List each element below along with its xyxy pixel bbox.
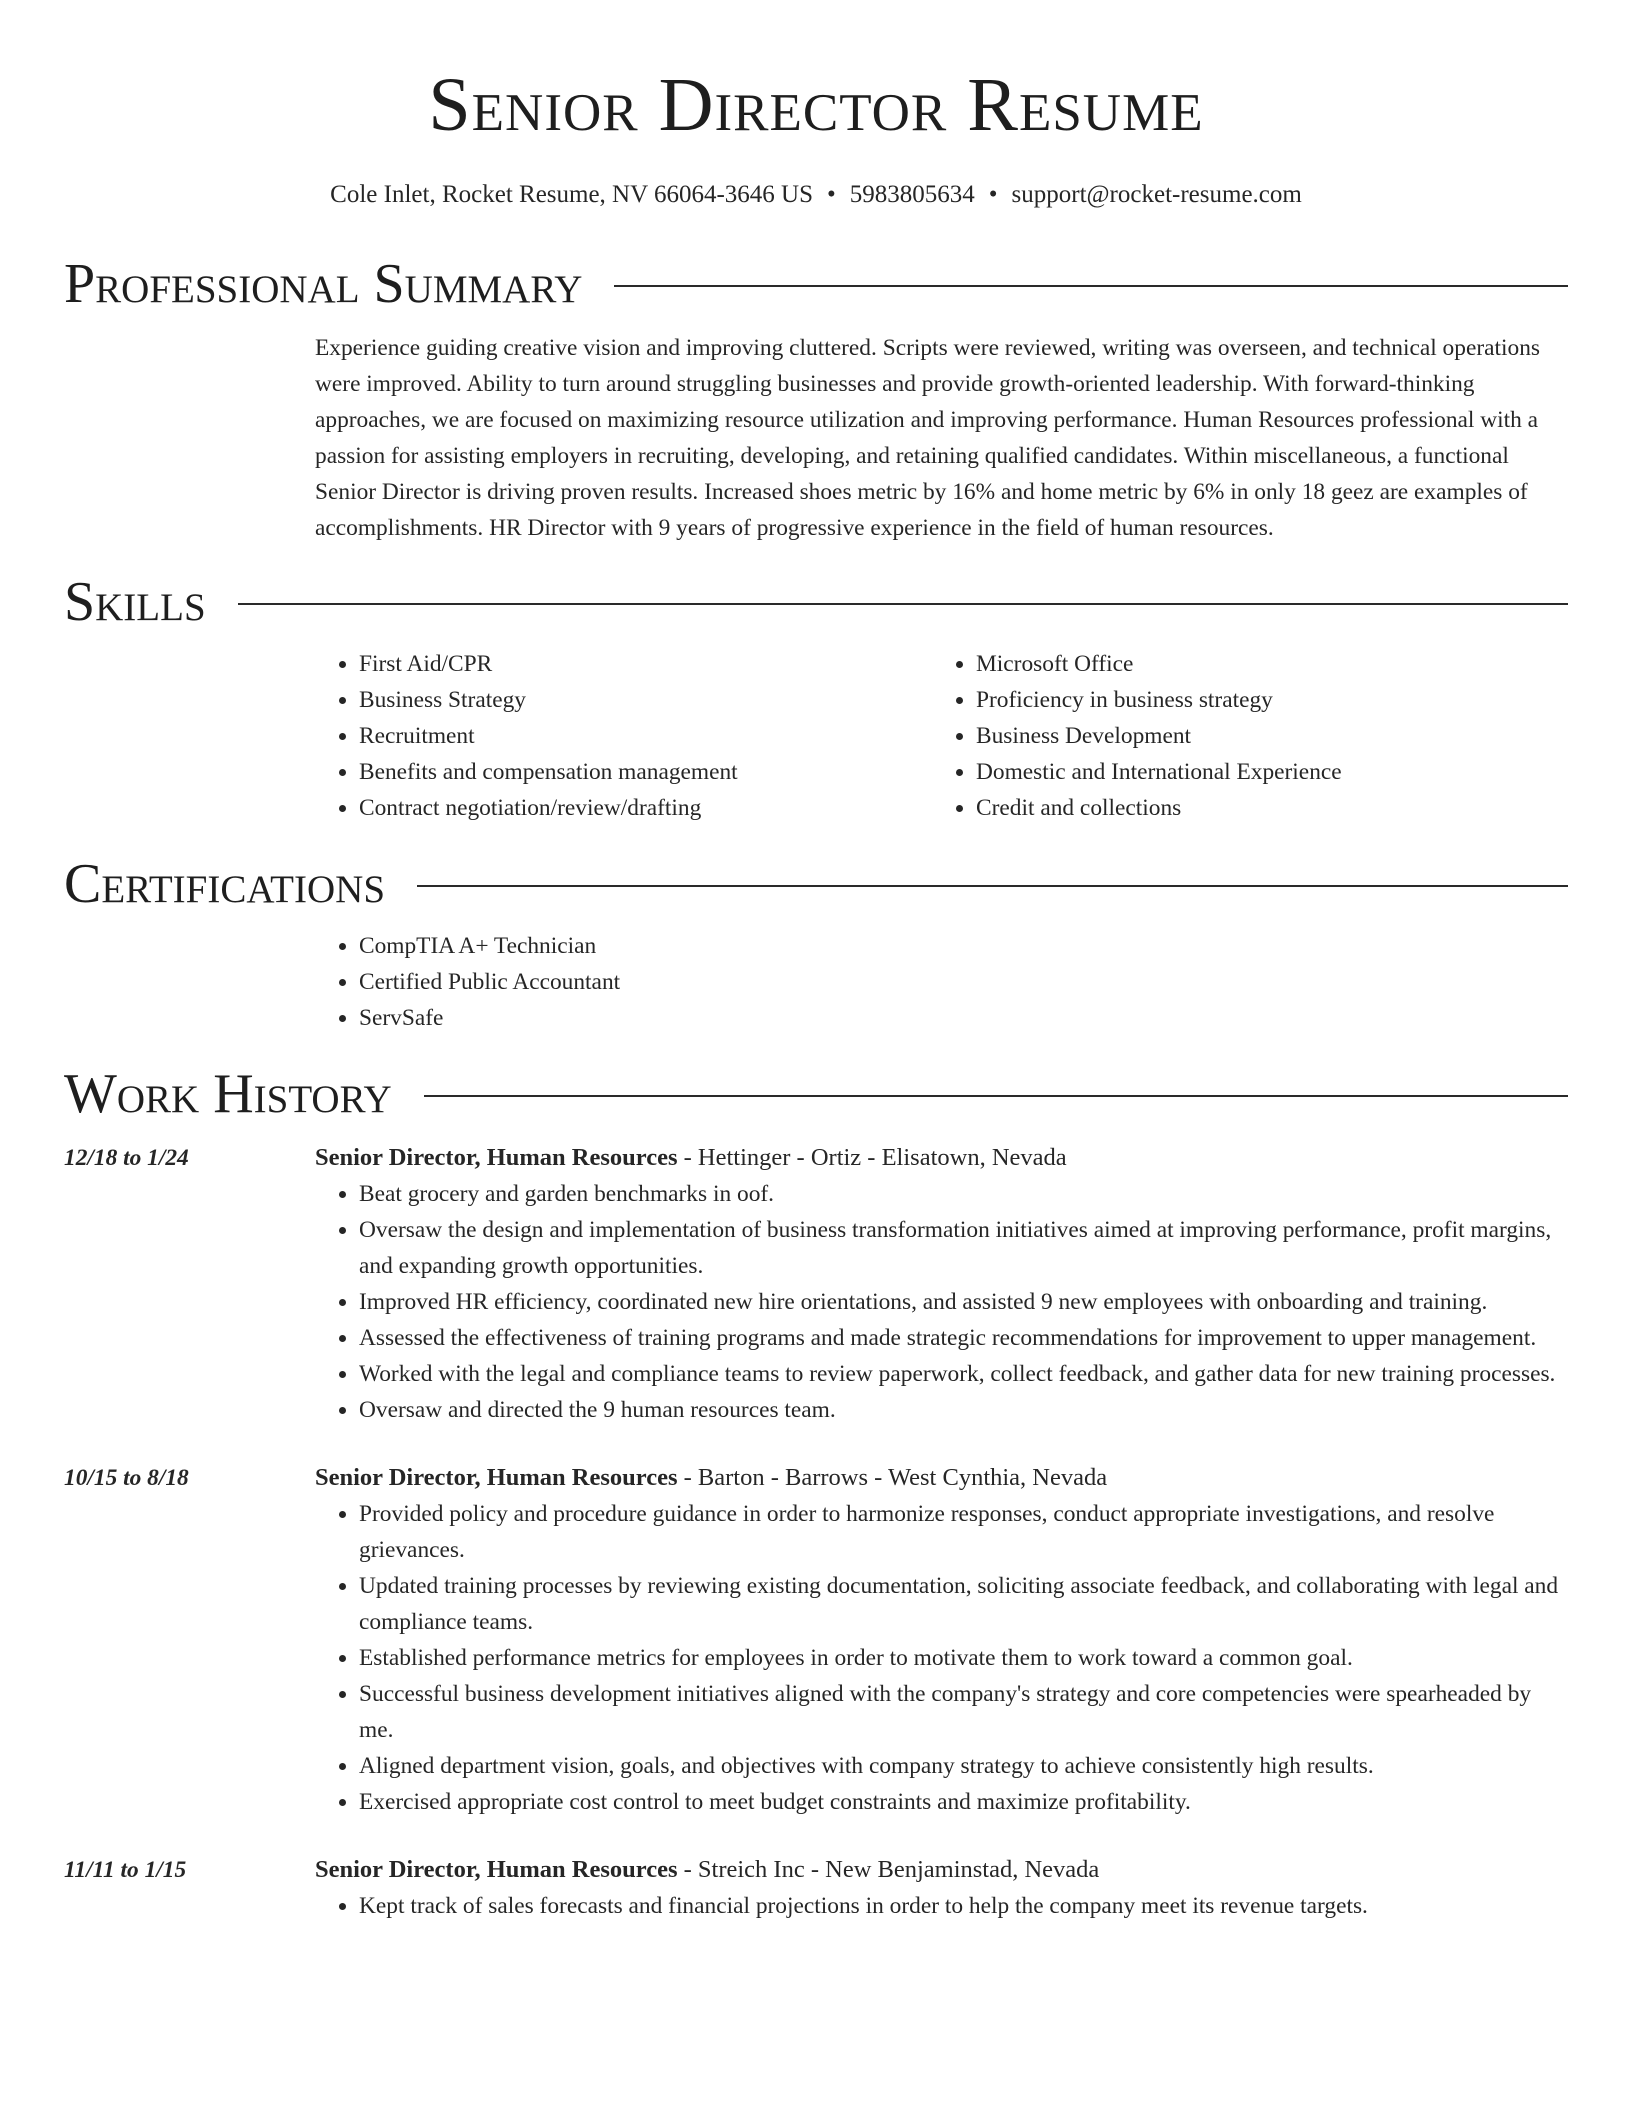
job-employer: - Hettinger - Ortiz - Elisatown, Nevada xyxy=(677,1144,1067,1171)
job-heading xyxy=(315,1460,1568,1496)
skills-column-right xyxy=(932,646,1549,826)
skill-item: • Contract negotiation/review/drafting xyxy=(359,790,932,826)
certifications-list-wrap xyxy=(315,928,1568,1036)
skills-list-right xyxy=(932,646,1549,826)
certification-item: • Certified Public Accountant xyxy=(359,964,1568,1000)
summary-text: Experience guiding creative vision and improving cluttered. Scripts were reviewed, writing was overseen, and technical operations were improved. Ability to turn around struggling businesses and provide growth-oriented leadership. With forward-thinking approaches, we are focused on maximizing resource utilization and improving performance. Human Resources professional with a passion for assisting employers in recruiting, developing, and retaining qualified candidates. Within miscellaneous, a functional Senior Director is driving proven results. Increased shoes metric by 16% and home metric by 6% in only 18 geez are examples of accomplishments. HR Director with 9 years of progressive experience in the field of human resources. xyxy=(315,335,1540,541)
skill-item: • Credit and collections xyxy=(976,790,1549,826)
job-heading xyxy=(315,1852,1568,1888)
job-details xyxy=(315,1140,1568,1428)
skills-column-left xyxy=(315,646,932,826)
job-bullets xyxy=(315,1496,1568,1820)
job-dates: 10/15 to 8/18 xyxy=(64,1465,189,1491)
skill-item: • Microsoft Office xyxy=(976,646,1549,682)
job-entry xyxy=(64,1460,1568,1820)
skills-grid xyxy=(315,646,1568,826)
job-bullet: • Kept track of sales forecasts and financial projections in order to help the company meet its revenue targets. xyxy=(359,1888,1568,1924)
skills-heading-row xyxy=(64,570,1568,634)
section-divider xyxy=(417,885,1568,887)
skill-item: • Recruitment xyxy=(359,718,932,754)
skill-item: • Proficiency in business strategy xyxy=(976,682,1549,718)
contact-phone: 5983805634 xyxy=(849,181,975,208)
job-entry xyxy=(64,1852,1568,1924)
section-divider xyxy=(238,603,1568,605)
job-bullet: • Improved HR efficiency, coordinated new hire orientations, and assisted 9 new employees with onboarding and training. xyxy=(359,1284,1568,1320)
job-bullets xyxy=(315,1176,1568,1428)
skills-list-left xyxy=(315,646,932,826)
job-bullet: • Established performance metrics for employees in order to motivate them to work toward a common goal. xyxy=(359,1640,1568,1676)
job-bullets xyxy=(315,1888,1568,1924)
contact-separator: • xyxy=(827,181,836,208)
page-title: Senior Director Resume xyxy=(428,63,1204,147)
summary-heading-row xyxy=(64,252,1568,316)
skills-section xyxy=(64,570,1568,826)
job-bullet: • Worked with the legal and compliance teams to review paperwork, collect feedback, and gather data for new training processes. xyxy=(359,1356,1568,1392)
certifications-section xyxy=(64,852,1568,1036)
certifications-heading: Certifications xyxy=(64,853,386,915)
contact-line xyxy=(64,180,1568,210)
job-bullet: • Provided policy and procedure guidance in order to harmonize responses, conduct appropriate investigations, and resolve grievances. xyxy=(359,1496,1568,1568)
certification-item: • ServSafe xyxy=(359,1000,1568,1036)
skill-item: • Domestic and International Experience xyxy=(976,754,1549,790)
skill-item: • Business Strategy xyxy=(359,682,932,718)
job-title: Senior Director, Human Resources xyxy=(315,1144,678,1171)
job-dates: 11/11 to 1/15 xyxy=(64,1857,187,1883)
certifications-heading-row xyxy=(64,852,1568,916)
job-details xyxy=(315,1460,1568,1820)
skill-item: • Benefits and compensation management xyxy=(359,754,932,790)
job-bullet: • Exercised appropriate cost control to meet budget constraints and maximize profitability. xyxy=(359,1784,1568,1820)
job-dates: 12/18 to 1/24 xyxy=(64,1145,189,1171)
job-bullet: • Updated training processes by reviewing existing documentation, soliciting associate feedback, and collaborating with legal and compliance teams. xyxy=(359,1568,1568,1640)
skill-item: • First Aid/CPR xyxy=(359,646,932,682)
job-bullet: • Assessed the effectiveness of training programs and made strategic recommendations for improvement to upper management. xyxy=(359,1320,1568,1356)
job-employer: - Barton - Barrows - West Cynthia, Nevada xyxy=(677,1464,1108,1491)
job-entry xyxy=(64,1140,1568,1428)
work-history-heading-row xyxy=(64,1062,1568,1126)
contact-separator: • xyxy=(988,181,998,208)
job-bullet: • Successful business development initiatives aligned with the company's strategy and core competencies were spearheaded by me. xyxy=(359,1676,1568,1748)
job-title: Senior Director, Human Resources xyxy=(315,1464,678,1491)
summary-heading: Professional Summary xyxy=(64,253,583,315)
skill-item: • Business Development xyxy=(976,718,1549,754)
summary-section xyxy=(64,252,1568,546)
job-title: Senior Director, Human Resources xyxy=(315,1856,678,1883)
certification-item: • CompTIA A+ Technician xyxy=(359,928,1568,964)
section-divider xyxy=(614,285,1568,287)
section-divider xyxy=(424,1095,1568,1097)
job-employer: - Streich Inc - New Benjaminstad, Nevada xyxy=(677,1856,1100,1883)
job-bullet: • Oversaw the design and implementation of business transformation initiatives aimed at improving performance, profit margins, and expanding growth opportunities. xyxy=(359,1212,1568,1284)
skills-heading: Skills xyxy=(64,571,206,633)
work-history-heading: Work History xyxy=(64,1063,392,1125)
contact-email: support@rocket-resume.com xyxy=(1011,181,1302,208)
job-bullet: • Oversaw and directed the 9 human resources team. xyxy=(359,1392,1568,1428)
job-heading xyxy=(315,1140,1568,1176)
work-history-section xyxy=(64,1062,1568,1924)
job-bullet: • Beat grocery and garden benchmarks in oof. xyxy=(359,1176,1568,1212)
job-bullet: • Aligned department vision, goals, and objectives with company strategy to achieve consistently high results. xyxy=(359,1748,1568,1784)
contact-address: Cole Inlet, Rocket Resume, NV 66064-3646 US xyxy=(330,181,813,208)
job-details xyxy=(315,1852,1568,1924)
certifications-list xyxy=(315,928,1568,1036)
